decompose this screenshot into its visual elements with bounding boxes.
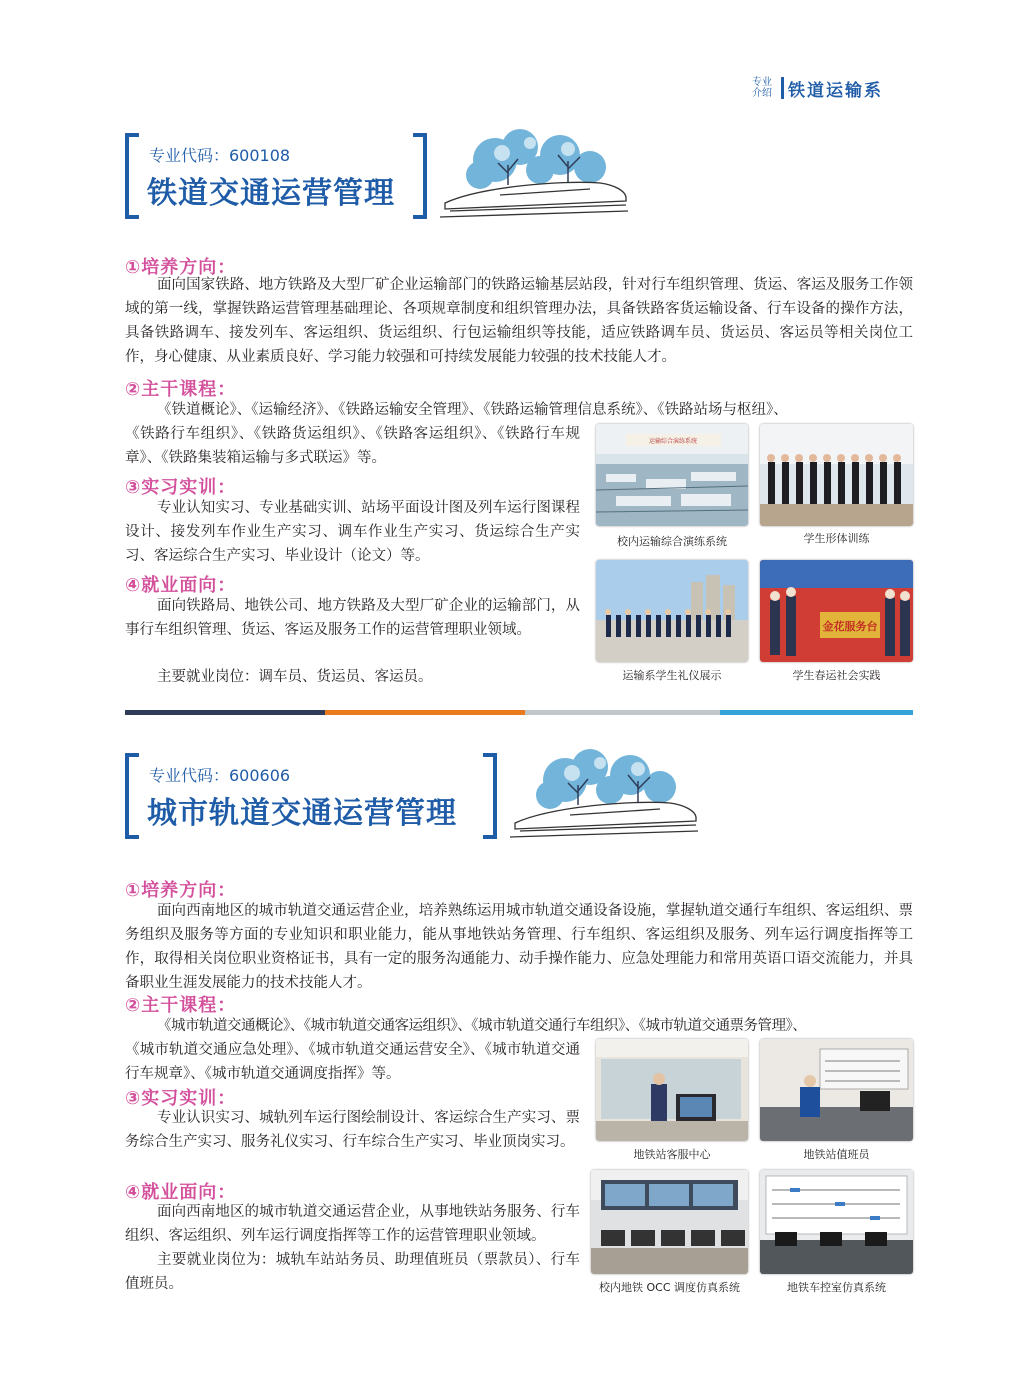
major2-code: 专业代码：600606 [149,766,291,785]
bracket-left [125,133,139,219]
major1-code: 专业代码：600108 [149,146,291,165]
major1-section-practice-heading: ③实习实训： [125,477,237,498]
page-header [752,76,883,100]
major2-title-box [125,753,505,833]
header-small-label [752,77,784,99]
caption-service-center: 地铁站客服中心 [633,1148,711,1161]
caption-control-room-simulation: 地铁车控室仿真系统 [787,1281,886,1294]
major1-career-positions: 主要就业岗位：调车员、货运员、客运员。 [157,669,433,685]
caption-body-training: 学生形体训练 [803,532,870,545]
major2-section-practice-heading: ③实习实训： [125,1088,237,1109]
caption-etiquette-show: 运输系学生礼仪展示 [622,669,722,682]
photo-desk-sign: 金花服务台 [822,620,878,633]
caption-occ-dispatch-simulation: 校内地铁 OCC 调度仿真系统 [598,1281,740,1294]
major1-direction-text: 面向国家铁路、地方铁路及大型厂矿企业运输部门的铁路运输基层站段，针对行车组织管理、货运、客运及服务工作领域的第一线，掌握铁路运营管理基础理论、各项规章制度和组织管理办法，具备铁路客货运输设备、行车设备的操作方法，具备铁路调车、接发列车、客运组织、货运组织、行包运输组织等技能，适应铁路调车员、货运员、客运员等相关岗位工作，身心健康、从业素质良好、学习能力较强和可持续发展能力较强的技术技能人才。 [125,277,913,365]
major2-direction-text: 面向西南地区的城市轨道交通运营企业，培养熟练运用城市轨道交通设备设施，掌握轨道交通行车组织、客运组织、票务组织及服务等方面的专业知识和职业能力，能从事地铁站务管理、行车组织、客运组织及服务、列车运行调度指挥等工作，取得相关岗位职业资格证书，具有一定的服务沟通能力、动手操作能力、应急处理能力和常用英语口语交流能力，并具备职业生涯发展能力的技术技能人才。 [125,903,913,991]
major1-practice-text: 专业认知实习、专业基础实训、站场平面设计图及列车运行图课程设计、接发列车作业生产实习、调车作业生产实习、货运综合生产实习、客运综合生产实习、毕业设计（论文）等。 [125,500,580,564]
major1-section-direction-heading: ①培养方向： [125,257,237,278]
caption-transport-simulation: 校内运输综合演练系统 [617,535,727,548]
section-divider [125,710,913,715]
caption-spring-festival-practice: 学生春运社会实践 [792,669,881,682]
photo-service-center [596,1039,748,1141]
major2-career-text: 面向西南地区的城市轨道交通运营企业，从事地铁站务服务、行车组织、客运组织、列车运行调度指挥等工作的运营管理职业领域。 [125,1204,580,1244]
photo-control-room-simulation [760,1170,913,1274]
major1-courses-rest: 《铁路行车组织》、《铁路货运组织》、《铁路客运组织》、《铁路行车规章》、《铁路集装箱运输与多式联运》等。 [125,426,580,466]
photo-station-duty-officer [760,1039,913,1141]
header-small-line2: 介绍 [752,88,772,99]
department-name: 铁道运输系 [788,80,883,101]
major1-section-career-heading: ④就业面向： [125,575,237,596]
photo-spring-festival-practice [760,560,913,662]
photo-occ-dispatch-simulation [591,1170,748,1274]
major2-section-direction-heading: ①培养方向： [125,880,237,901]
photo-sign-text: 运输综合演练系统 [648,438,698,445]
tree-train-illustration [440,125,630,220]
photo-body-training [760,424,913,526]
major2-section-career-heading: ④就业面向： [125,1182,237,1203]
major2-career-positions: 主要就业岗位为：城轨车站站务员、助理值班员（票款员）、行车值班员。 [125,1252,580,1292]
major2-section-courses-heading: ②主干课程： [125,995,237,1016]
tree-train-illustration [510,745,700,840]
photo-etiquette-show [596,560,748,662]
bracket-right [483,753,497,839]
major2-name: 城市轨道交通运营管理 [147,796,457,831]
major1-name: 铁道交通运营管理 [147,176,395,211]
caption-station-duty-officer: 地铁站值班员 [803,1148,870,1161]
major2-practice-text: 专业认识实习、城轨列车运行图绘制设计、客运综合生产实习、票务综合生产实习、服务礼仪实习、行车综合生产实习、毕业顶岗实习。 [125,1110,580,1150]
major1-title-box [125,133,425,213]
major1-courses-line1: 《铁道概论》、《运输经济》、《铁路运输安全管理》、《铁路运输管理信息系统》、《铁路站场与枢纽》、 [157,402,788,418]
major2-courses-rest: 《城市轨道交通应急处理》、《城市轨道交通运营安全》、《城市轨道交通行车规章》、《城市轨道交通调度指挥》等。 [125,1042,580,1082]
major1-career-text: 面向铁路局、地铁公司、地方铁路及大型厂矿企业的运输部门，从事行车组织管理、货运、客运及服务工作的运营管理职业领域。 [125,598,580,638]
major1-section-courses-heading: ②主干课程： [125,379,237,400]
photo-transport-simulation [596,424,748,526]
bracket-right [413,133,427,219]
header-small-line1: 专业 [752,77,772,88]
major2-courses-line1: 《城市轨道交通概论》、《城市轨道交通客运组织》、《城市轨道交通行车组织》、《城市轨道交通票务管理》、 [157,1018,807,1034]
bracket-left [125,753,139,839]
